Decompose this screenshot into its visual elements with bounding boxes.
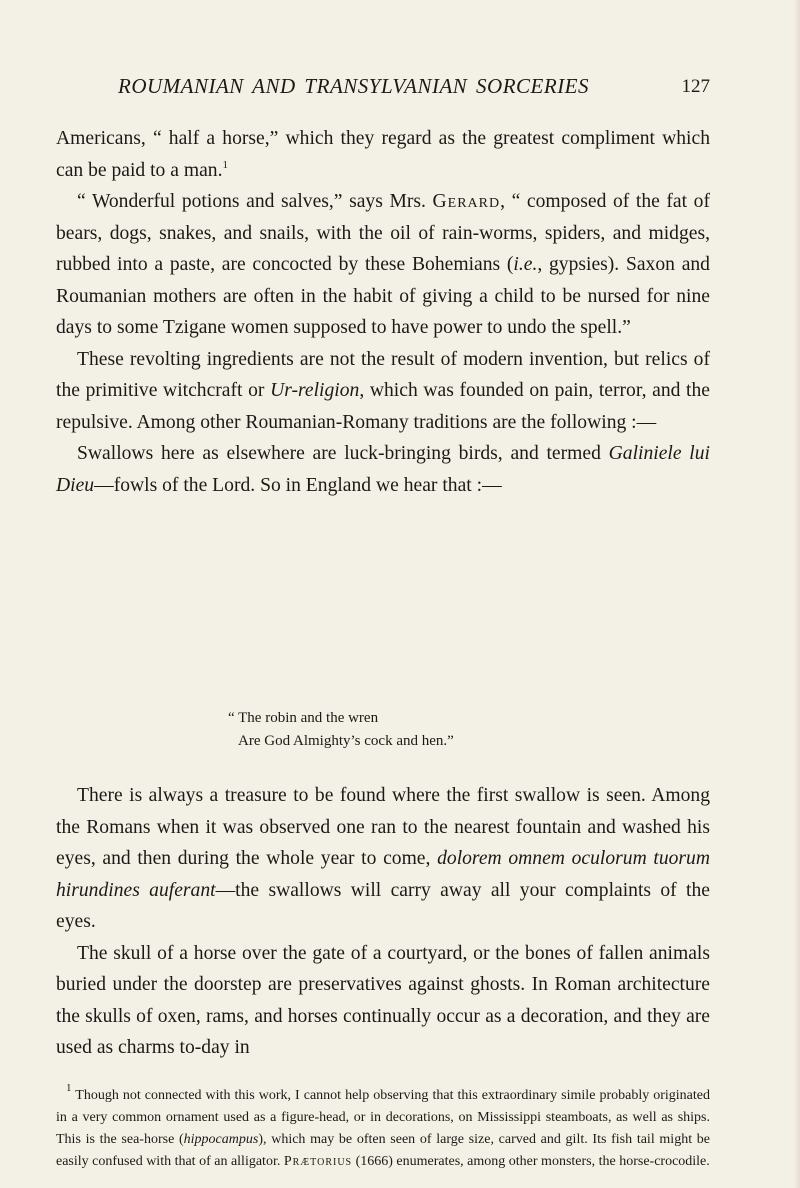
- running-head-title: ROUMANIAN AND TRANSYLVANIAN SORCERIES: [118, 74, 590, 98]
- footnote-mark: 1: [66, 1082, 72, 1094]
- verse-line-2: Are God Almighty’s cock and hen.”: [238, 733, 454, 749]
- paragraph-6: [56, 938, 710, 1064]
- paragraph-3-text-b: , which was founded on pain, terror, and the repulsive. Among other Roumanian-Romany traditions are the following :—: [56, 380, 710, 433]
- footnote-author-name: Prætorius: [283, 1154, 353, 1169]
- footnote-reference: 1: [222, 158, 228, 171]
- paragraph-5-text-a: There is always a treasure to be found where the first swallow is seen. Among the Romans when it was observed one ran to the nearest fountain and washed his eyes, and then during the whole year to come,: [56, 785, 710, 869]
- paragraph-5-text-b: —the swallows will carry away all your complaints of the eyes.: [56, 879, 710, 932]
- paragraph-2: [56, 186, 710, 344]
- paragraph-6-text: The skull of a horse over the gate of a courtyard, or the bones of fallen animals buried under the doorstep are preservatives against ghosts. In Roman architecture the skulls of oxen, rams, and horses continually occur as a decoration, and they are used as charms to-day in: [56, 942, 710, 1058]
- term-ur-religion: Ur-religion: [270, 380, 360, 401]
- footnote-body: [56, 1082, 710, 1173]
- paragraph-4-text-b: —fowls of the Lord. So in England we hear that :—: [94, 474, 502, 496]
- paragraph-4-text-a: Swallows here as elsewhere are luck-bringing birds, and termed: [77, 443, 609, 464]
- page-edge-shadow: [794, 0, 800, 1188]
- footnote-text-b: ), which may be often seen of large size, carved and gilt. Its fish tail might be easily confused with that of an alligator.: [56, 1132, 710, 1169]
- footnote: [56, 1082, 710, 1173]
- body-text-upper: [56, 123, 710, 501]
- term-galiniele: Galiniele lui Dieu: [56, 443, 710, 496]
- paragraph-1: [56, 123, 710, 186]
- paragraph-3: [56, 344, 710, 439]
- verse-quote: [228, 707, 454, 753]
- paragraph-2-text-b: , “ composed of the fat of bears, dogs, snakes, and snails, with the oil of rain-worms, spiders, and midges, rubbed into a paste, are concocted by these Bohemians (: [56, 191, 710, 275]
- footnote-text-c: (1666) enumerates, among other monsters, the horse-crocodile.: [352, 1154, 710, 1169]
- author-name: Gerard: [432, 191, 501, 212]
- paragraph-5: [56, 780, 710, 938]
- body-text-lower: [56, 780, 710, 1064]
- latin-quote: dolorem omnem oculorum tuorum hirundines auferant: [56, 848, 711, 901]
- paragraph-4: [56, 438, 710, 501]
- abbreviation-ie: i.e.: [513, 254, 538, 275]
- term-hippocampus: hippocampus: [183, 1132, 259, 1147]
- verse-line-1: “ The robin and the wren: [228, 710, 379, 726]
- paragraph-1-text: Americans, “ half a horse,” which they regard as the greatest compliment which can be paid to a man.: [56, 128, 710, 181]
- paragraph-2-text-a: “ Wonderful potions and salves,” says Mrs.: [77, 191, 433, 212]
- page-number: 127: [681, 76, 710, 97]
- footnote-text-a: Though not connected with this work, I cannot help observing that this extraordinary simile probably originated in a very common ornament used as a figure-head, or in decorations, on Mississippi steamboats, as well as ships. This is the sea-horse (: [56, 1088, 710, 1147]
- running-head: [118, 74, 710, 104]
- paragraph-2-text-c: , gypsies). Saxon and Roumanian mothers are often in the habit of giving a child to be nursed for nine days to some Tzigane women supposed to have power to undo the spell.”: [56, 254, 710, 338]
- paragraph-3-text-a: These revolting ingredients are not the result of modern invention, but relics of the primitive witchcraft or: [56, 348, 710, 401]
